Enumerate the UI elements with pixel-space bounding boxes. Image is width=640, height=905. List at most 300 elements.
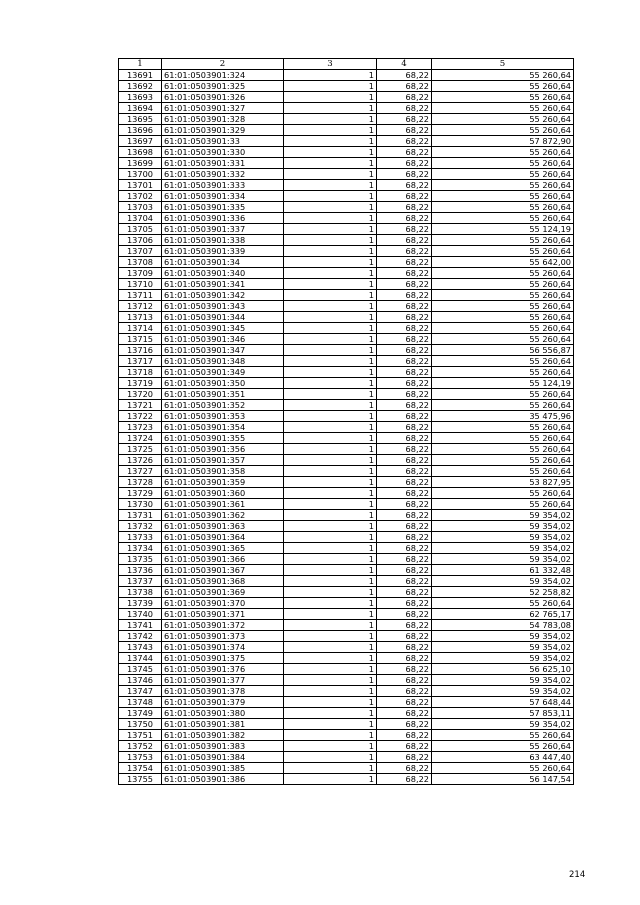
cadastral-number-cell: 61:01:0503901:345 (162, 323, 284, 334)
table-row (119, 180, 574, 191)
table-row (119, 598, 574, 609)
value-cell: 55 124,19 (432, 378, 574, 389)
value-cell: 59 354,02 (432, 543, 574, 554)
value-cell: 63 447,40 (432, 752, 574, 763)
table-row (119, 763, 574, 774)
cadastral-number-cell: 61:01:0503901:347 (162, 345, 284, 356)
page-number: 214 (569, 870, 586, 880)
value-cell: 55 260,64 (432, 158, 574, 169)
row-number-cell: 13723 (119, 422, 162, 433)
area-cell: 68,22 (377, 730, 432, 741)
row-number-cell: 13705 (119, 224, 162, 235)
area-cell: 68,22 (377, 290, 432, 301)
cadastral-number-cell: 61:01:0503901:371 (162, 609, 284, 620)
cadastral-number-cell: 61:01:0503901:339 (162, 246, 284, 257)
cadastral-number-cell: 61:01:0503901:367 (162, 565, 284, 576)
area-cell: 68,22 (377, 664, 432, 675)
area-cell: 68,22 (377, 389, 432, 400)
row-number-cell: 13696 (119, 125, 162, 136)
row-number-cell: 13716 (119, 345, 162, 356)
row-number-cell: 13739 (119, 598, 162, 609)
value-cell: 55 260,64 (432, 433, 574, 444)
cadastral-number-cell: 61:01:0503901:346 (162, 334, 284, 345)
value-cell: 55 260,64 (432, 334, 574, 345)
value-cell: 55 260,64 (432, 246, 574, 257)
cadastral-number-cell: 61:01:0503901:360 (162, 488, 284, 499)
row-number-cell: 13751 (119, 730, 162, 741)
quantity-cell: 1 (284, 389, 377, 400)
area-cell: 68,22 (377, 169, 432, 180)
quantity-cell: 1 (284, 774, 377, 785)
row-number-cell: 13733 (119, 532, 162, 543)
quantity-cell: 1 (284, 686, 377, 697)
column-header-3: 3 (284, 59, 377, 70)
area-cell: 68,22 (377, 565, 432, 576)
quantity-cell: 1 (284, 224, 377, 235)
quantity-cell: 1 (284, 301, 377, 312)
quantity-cell: 1 (284, 763, 377, 774)
value-cell: 55 260,64 (432, 125, 574, 136)
value-cell: 57 648,44 (432, 697, 574, 708)
cadastral-number-cell: 61:01:0503901:335 (162, 202, 284, 213)
area-cell: 68,22 (377, 609, 432, 620)
row-number-cell: 13745 (119, 664, 162, 675)
area-cell: 68,22 (377, 719, 432, 730)
quantity-cell: 1 (284, 422, 377, 433)
area-cell: 68,22 (377, 301, 432, 312)
table-row (119, 81, 574, 92)
quantity-cell: 1 (284, 477, 377, 488)
table-row (119, 356, 574, 367)
row-number-cell: 13749 (119, 708, 162, 719)
quantity-cell: 1 (284, 312, 377, 323)
quantity-cell: 1 (284, 697, 377, 708)
value-cell: 62 765,17 (432, 609, 574, 620)
table-row (119, 158, 574, 169)
cadastral-number-cell: 61:01:0503901:374 (162, 642, 284, 653)
cadastral-number-cell: 61:01:0503901:332 (162, 169, 284, 180)
row-number-cell: 13718 (119, 367, 162, 378)
cadastral-number-cell: 61:01:0503901:341 (162, 279, 284, 290)
quantity-cell: 1 (284, 180, 377, 191)
quantity-cell: 1 (284, 576, 377, 587)
table-row (119, 367, 574, 378)
table-row (119, 686, 574, 697)
area-cell: 68,22 (377, 433, 432, 444)
table-row (119, 290, 574, 301)
table-row (119, 554, 574, 565)
quantity-cell: 1 (284, 719, 377, 730)
cadastral-number-cell: 61:01:0503901:350 (162, 378, 284, 389)
quantity-cell: 1 (284, 752, 377, 763)
table-row (119, 169, 574, 180)
cadastral-number-cell: 61:01:0503901:343 (162, 301, 284, 312)
quantity-cell: 1 (284, 664, 377, 675)
table-row (119, 466, 574, 477)
row-number-cell: 13738 (119, 587, 162, 598)
row-number-cell: 13729 (119, 488, 162, 499)
cadastral-number-cell: 61:01:0503901:381 (162, 719, 284, 730)
area-cell: 68,22 (377, 224, 432, 235)
table-row (119, 433, 574, 444)
quantity-cell: 1 (284, 565, 377, 576)
area-cell: 68,22 (377, 334, 432, 345)
area-cell: 68,22 (377, 741, 432, 752)
area-cell: 68,22 (377, 554, 432, 565)
table-row (119, 455, 574, 466)
table-row (119, 664, 574, 675)
row-number-cell: 13737 (119, 576, 162, 587)
quantity-cell: 1 (284, 279, 377, 290)
column-header-4: 4 (377, 59, 432, 70)
area-cell: 68,22 (377, 268, 432, 279)
row-number-cell: 13711 (119, 290, 162, 301)
quantity-cell: 1 (284, 70, 377, 81)
value-cell: 55 260,64 (432, 290, 574, 301)
value-cell: 55 124,19 (432, 224, 574, 235)
area-cell: 68,22 (377, 136, 432, 147)
quantity-cell: 1 (284, 521, 377, 532)
quantity-cell: 1 (284, 499, 377, 510)
quantity-cell: 1 (284, 642, 377, 653)
table-row (119, 576, 574, 587)
value-cell: 55 260,64 (432, 356, 574, 367)
quantity-cell: 1 (284, 290, 377, 301)
cadastral-number-cell: 61:01:0503901:383 (162, 741, 284, 752)
value-cell: 55 260,64 (432, 312, 574, 323)
table-row (119, 510, 574, 521)
area-cell: 68,22 (377, 180, 432, 191)
table-row (119, 312, 574, 323)
quantity-cell: 1 (284, 466, 377, 477)
value-cell: 55 260,64 (432, 455, 574, 466)
header-row (119, 59, 574, 70)
area-cell: 68,22 (377, 653, 432, 664)
quantity-cell: 1 (284, 345, 377, 356)
area-cell: 68,22 (377, 631, 432, 642)
cadastral-number-cell: 61:01:0503901:386 (162, 774, 284, 785)
cadastral-number-cell: 61:01:0503901:328 (162, 114, 284, 125)
area-cell: 68,22 (377, 81, 432, 92)
table-row (119, 202, 574, 213)
area-cell: 68,22 (377, 455, 432, 466)
area-cell: 68,22 (377, 378, 432, 389)
cadastral-number-cell: 61:01:0503901:363 (162, 521, 284, 532)
cadastral-number-cell: 61:01:0503901:334 (162, 191, 284, 202)
quantity-cell: 1 (284, 708, 377, 719)
cadastral-number-cell: 61:01:0503901:344 (162, 312, 284, 323)
cadastral-number-cell: 61:01:0503901:356 (162, 444, 284, 455)
area-cell: 68,22 (377, 752, 432, 763)
quantity-cell: 1 (284, 147, 377, 158)
table-row (119, 675, 574, 686)
quantity-cell: 1 (284, 257, 377, 268)
table-body (119, 70, 574, 785)
value-cell: 56 556,87 (432, 345, 574, 356)
cadastral-number-cell: 61:01:0503901:355 (162, 433, 284, 444)
value-cell: 59 354,02 (432, 554, 574, 565)
row-number-cell: 13710 (119, 279, 162, 290)
cadastral-number-cell: 61:01:0503901:378 (162, 686, 284, 697)
area-cell: 68,22 (377, 708, 432, 719)
table-row (119, 565, 574, 576)
row-number-cell: 13755 (119, 774, 162, 785)
quantity-cell: 1 (284, 213, 377, 224)
cadastral-number-cell: 61:01:0503901:34 (162, 257, 284, 268)
area-cell: 68,22 (377, 213, 432, 224)
cadastral-number-cell: 61:01:0503901:340 (162, 268, 284, 279)
table-row (119, 477, 574, 488)
table-row (119, 411, 574, 422)
quantity-cell: 1 (284, 675, 377, 686)
quantity-cell: 1 (284, 81, 377, 92)
registry-table (118, 58, 574, 785)
quantity-cell: 1 (284, 114, 377, 125)
cadastral-number-cell: 61:01:0503901:357 (162, 455, 284, 466)
cadastral-number-cell: 61:01:0503901:379 (162, 697, 284, 708)
table-row (119, 730, 574, 741)
value-cell: 55 260,64 (432, 70, 574, 81)
area-cell: 68,22 (377, 642, 432, 653)
cadastral-number-cell: 61:01:0503901:370 (162, 598, 284, 609)
value-cell: 55 260,64 (432, 81, 574, 92)
value-cell: 55 260,64 (432, 169, 574, 180)
row-number-cell: 13703 (119, 202, 162, 213)
table-row (119, 499, 574, 510)
table-row (119, 741, 574, 752)
row-number-cell: 13717 (119, 356, 162, 367)
quantity-cell: 1 (284, 158, 377, 169)
cadastral-number-cell: 61:01:0503901:331 (162, 158, 284, 169)
cadastral-number-cell: 61:01:0503901:327 (162, 103, 284, 114)
table-row (119, 422, 574, 433)
value-cell: 55 260,64 (432, 499, 574, 510)
area-cell: 68,22 (377, 532, 432, 543)
cadastral-number-cell: 61:01:0503901:382 (162, 730, 284, 741)
table-row (119, 642, 574, 653)
table-row (119, 400, 574, 411)
value-cell: 55 260,64 (432, 763, 574, 774)
value-cell: 55 260,64 (432, 147, 574, 158)
row-number-cell: 13692 (119, 81, 162, 92)
row-number-cell: 13736 (119, 565, 162, 576)
row-number-cell: 13713 (119, 312, 162, 323)
value-cell: 55 260,64 (432, 488, 574, 499)
value-cell: 54 783,08 (432, 620, 574, 631)
table-row (119, 708, 574, 719)
area-cell: 68,22 (377, 411, 432, 422)
row-number-cell: 13728 (119, 477, 162, 488)
cadastral-number-cell: 61:01:0503901:353 (162, 411, 284, 422)
column-header-5: 5 (432, 59, 574, 70)
quantity-cell: 1 (284, 367, 377, 378)
cadastral-number-cell: 61:01:0503901:377 (162, 675, 284, 686)
cadastral-number-cell: 61:01:0503901:326 (162, 92, 284, 103)
value-cell: 59 354,02 (432, 653, 574, 664)
table-row (119, 70, 574, 81)
area-cell: 68,22 (377, 422, 432, 433)
value-cell: 59 354,02 (432, 532, 574, 543)
quantity-cell: 1 (284, 620, 377, 631)
table-header (119, 59, 574, 70)
cadastral-number-cell: 61:01:0503901:385 (162, 763, 284, 774)
cadastral-number-cell: 61:01:0503901:365 (162, 543, 284, 554)
area-cell: 68,22 (377, 92, 432, 103)
value-cell: 55 260,64 (432, 202, 574, 213)
value-cell: 55 260,64 (432, 367, 574, 378)
table-row (119, 103, 574, 114)
area-cell: 68,22 (377, 279, 432, 290)
row-number-cell: 13712 (119, 301, 162, 312)
table-row (119, 323, 574, 334)
quantity-cell: 1 (284, 455, 377, 466)
table-row (119, 224, 574, 235)
value-cell: 55 260,64 (432, 422, 574, 433)
quantity-cell: 1 (284, 169, 377, 180)
value-cell: 55 260,64 (432, 389, 574, 400)
table-row (119, 125, 574, 136)
area-cell: 68,22 (377, 114, 432, 125)
quantity-cell: 1 (284, 356, 377, 367)
area-cell: 68,22 (377, 477, 432, 488)
table-row (119, 752, 574, 763)
row-number-cell: 13721 (119, 400, 162, 411)
value-cell: 55 260,64 (432, 114, 574, 125)
quantity-cell: 1 (284, 125, 377, 136)
cadastral-number-cell: 61:01:0503901:333 (162, 180, 284, 191)
row-number-cell: 13731 (119, 510, 162, 521)
value-cell: 55 260,64 (432, 598, 574, 609)
area-cell: 68,22 (377, 763, 432, 774)
area-cell: 68,22 (377, 697, 432, 708)
cadastral-number-cell: 61:01:0503901:380 (162, 708, 284, 719)
cadastral-number-cell: 61:01:0503901:330 (162, 147, 284, 158)
value-cell: 55 260,64 (432, 279, 574, 290)
quantity-cell: 1 (284, 235, 377, 246)
area-cell: 68,22 (377, 312, 432, 323)
table-row (119, 92, 574, 103)
table-row (119, 345, 574, 356)
value-cell: 55 260,64 (432, 235, 574, 246)
value-cell: 59 354,02 (432, 686, 574, 697)
cadastral-number-cell: 61:01:0503901:364 (162, 532, 284, 543)
area-cell: 68,22 (377, 356, 432, 367)
row-number-cell: 13697 (119, 136, 162, 147)
quantity-cell: 1 (284, 730, 377, 741)
cadastral-number-cell: 61:01:0503901:33 (162, 136, 284, 147)
row-number-cell: 13743 (119, 642, 162, 653)
area-cell: 68,22 (377, 521, 432, 532)
table-row (119, 521, 574, 532)
value-cell: 55 260,64 (432, 268, 574, 279)
table-row (119, 213, 574, 224)
quantity-cell: 1 (284, 631, 377, 642)
cadastral-number-cell: 61:01:0503901:354 (162, 422, 284, 433)
value-cell: 55 260,64 (432, 191, 574, 202)
area-cell: 68,22 (377, 257, 432, 268)
row-number-cell: 13698 (119, 147, 162, 158)
table-row (119, 631, 574, 642)
area-cell: 68,22 (377, 400, 432, 411)
cadastral-number-cell: 61:01:0503901:384 (162, 752, 284, 763)
row-number-cell: 13752 (119, 741, 162, 752)
value-cell: 55 260,64 (432, 400, 574, 411)
cadastral-number-cell: 61:01:0503901:368 (162, 576, 284, 587)
value-cell: 55 260,64 (432, 730, 574, 741)
row-number-cell: 13719 (119, 378, 162, 389)
quantity-cell: 1 (284, 92, 377, 103)
column-header-1: 1 (119, 59, 162, 70)
row-number-cell: 13744 (119, 653, 162, 664)
area-cell: 68,22 (377, 774, 432, 785)
area-cell: 68,22 (377, 70, 432, 81)
area-cell: 68,22 (377, 543, 432, 554)
quantity-cell: 1 (284, 587, 377, 598)
value-cell: 55 260,64 (432, 323, 574, 334)
area-cell: 68,22 (377, 576, 432, 587)
cadastral-number-cell: 61:01:0503901:366 (162, 554, 284, 565)
cadastral-number-cell: 61:01:0503901:336 (162, 213, 284, 224)
table-row (119, 191, 574, 202)
quantity-cell: 1 (284, 554, 377, 565)
quantity-cell: 1 (284, 598, 377, 609)
area-cell: 68,22 (377, 620, 432, 631)
value-cell: 59 354,02 (432, 576, 574, 587)
row-number-cell: 13722 (119, 411, 162, 422)
row-number-cell: 13754 (119, 763, 162, 774)
row-number-cell: 13746 (119, 675, 162, 686)
quantity-cell: 1 (284, 202, 377, 213)
value-cell: 55 260,64 (432, 213, 574, 224)
table-row (119, 257, 574, 268)
quantity-cell: 1 (284, 411, 377, 422)
row-number-cell: 13740 (119, 609, 162, 620)
quantity-cell: 1 (284, 334, 377, 345)
value-cell: 61 332,48 (432, 565, 574, 576)
quantity-cell: 1 (284, 609, 377, 620)
cadastral-number-cell: 61:01:0503901:376 (162, 664, 284, 675)
area-cell: 68,22 (377, 686, 432, 697)
quantity-cell: 1 (284, 510, 377, 521)
row-number-cell: 13691 (119, 70, 162, 81)
table-row (119, 444, 574, 455)
row-number-cell: 13714 (119, 323, 162, 334)
row-number-cell: 13735 (119, 554, 162, 565)
table-row (119, 268, 574, 279)
table-row (119, 301, 574, 312)
cadastral-number-cell: 61:01:0503901:348 (162, 356, 284, 367)
row-number-cell: 13701 (119, 180, 162, 191)
row-number-cell: 13702 (119, 191, 162, 202)
row-number-cell: 13695 (119, 114, 162, 125)
area-cell: 68,22 (377, 444, 432, 455)
table-row (119, 774, 574, 785)
cadastral-number-cell: 61:01:0503901:337 (162, 224, 284, 235)
table-row (119, 697, 574, 708)
quantity-cell: 1 (284, 488, 377, 499)
row-number-cell: 13730 (119, 499, 162, 510)
value-cell: 59 354,02 (432, 510, 574, 521)
table-row (119, 620, 574, 631)
quantity-cell: 1 (284, 444, 377, 455)
area-cell: 68,22 (377, 488, 432, 499)
area-cell: 68,22 (377, 125, 432, 136)
value-cell: 56 625,10 (432, 664, 574, 675)
row-number-cell: 13741 (119, 620, 162, 631)
area-cell: 68,22 (377, 323, 432, 334)
area-cell: 68,22 (377, 466, 432, 477)
row-number-cell: 13726 (119, 455, 162, 466)
